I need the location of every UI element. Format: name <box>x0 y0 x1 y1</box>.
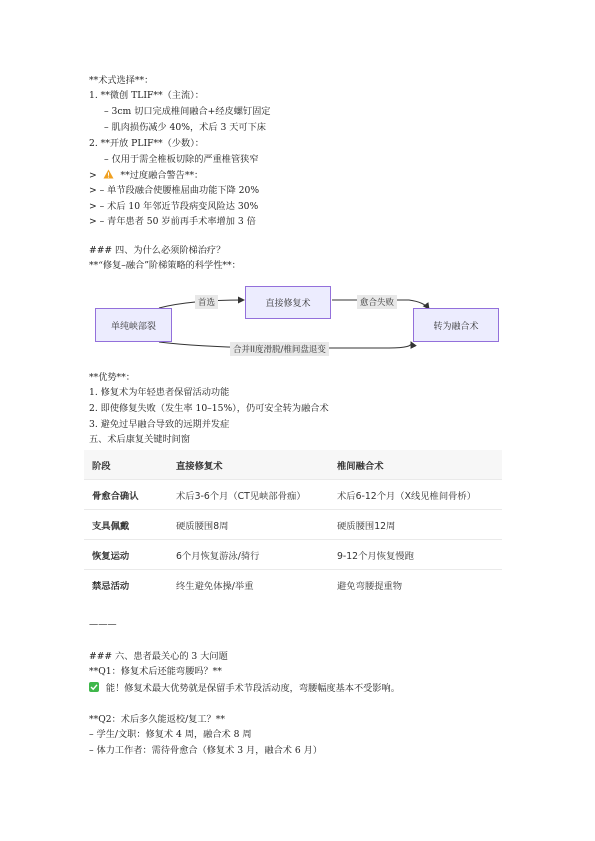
warning-item-3: > – 青年患者 50 岁前再手术率增加 3 倍 <box>89 216 256 227</box>
table-row <box>84 540 502 570</box>
table-row <box>84 510 502 540</box>
table-header-row <box>84 450 502 480</box>
treatment-flow-diagram <box>89 284 509 364</box>
node-repair: 直接修复术 <box>245 286 331 319</box>
advantage-1: 1. 修复术为年轻患者保留活动功能 <box>89 387 230 398</box>
advantage-2: 2. 即使修复失败（发生率 10–15%），仍可安全转为融合术 <box>89 403 329 414</box>
advantage-3: 3. 避免过早融合导致的远期并发症 <box>89 419 230 430</box>
edge-label-healing-failed: 愈合失败 <box>357 295 397 309</box>
table-cell: 术后6-12个月（X线见椎间骨桥） <box>329 480 502 510</box>
quote-marker: > <box>89 170 97 181</box>
check-box-icon <box>89 682 99 692</box>
warning-item-2: > – 术后 10 年邻近节段病变风险达 30% <box>89 201 259 212</box>
edge-label-slip-degeneration: 合并II度滑脱/椎间盘退变 <box>230 342 329 356</box>
option-2-plif: 2. **开放 PLIF**（少数）： <box>89 138 204 149</box>
table-cell: 术后3-6个月（CT见峡部骨痂） <box>168 480 329 510</box>
node-fusion: 转为融合术 <box>413 308 499 342</box>
answer-1: 能！修复术最大优势就是保留手术节段活动度，弯腰幅度基本不受影响。 <box>105 683 400 694</box>
edge-label-first-choice: 首选 <box>195 295 218 309</box>
table-cell: 终生避免体操/举重 <box>168 570 329 600</box>
table-cell: 禁忌活动 <box>84 570 168 600</box>
surgery-choice-heading: **术式选择**： <box>89 75 154 86</box>
question-1: **Q1：修复术后还能弯腰吗？** <box>89 666 222 677</box>
answer-2-item-2: – 体力工作者：需待骨愈合（修复术 3 月，融合术 6 月） <box>89 745 323 756</box>
table-row <box>84 480 502 510</box>
section-5-heading: 五、术后康复关键时间窗 <box>89 434 191 445</box>
plif-detail: – 仅用于需全椎板切除的严重椎管狭窄 <box>104 154 259 165</box>
table-cell: 9-12个月恢复慢跑 <box>329 540 502 570</box>
table-header-cell: 直接修复术 <box>168 450 329 480</box>
table-cell: 支具佩戴 <box>84 510 168 540</box>
rehab-timeline-table <box>84 450 502 599</box>
advantages-heading: **优势**： <box>89 372 135 383</box>
table-cell: 6个月恢复游泳/骑行 <box>168 540 329 570</box>
warning-triangle-icon <box>103 169 114 183</box>
table-row <box>84 570 502 600</box>
horizontal-rule: ——— <box>89 619 117 630</box>
answer-1-line <box>89 682 400 695</box>
table-cell: 恢复运动 <box>84 540 168 570</box>
answer-2-item-1: – 学生/文职：修复术 4 周，融合术 8 周 <box>89 729 252 740</box>
section-4-heading: ### 四、为什么必须阶梯治疗？ <box>89 245 226 256</box>
fusion-warning-line <box>89 169 203 183</box>
section-6-heading: ### 六、患者最关心的 3 大问题 <box>89 651 228 662</box>
fusion-warning-title: **过度融合警告**： <box>120 170 204 181</box>
table-cell: 骨愈合确认 <box>84 480 168 510</box>
tlif-detail-2: – 肌肉损伤减少 40%，术后 3 天可下床 <box>104 122 266 133</box>
table-header-cell: 椎间融合术 <box>329 450 502 480</box>
tlif-detail-1: – 3cm 切口完成椎间融合+经皮螺钉固定 <box>104 106 271 117</box>
option-1-tlif: 1. **微创 TLIF**（主流）： <box>89 90 204 101</box>
node-start: 单纯峡部裂 <box>95 308 172 342</box>
table-cell: 避免弯腰提重物 <box>329 570 502 600</box>
strategy-subheading: **“修复–融合”阶梯策略的科学性**： <box>89 260 241 271</box>
question-2: **Q2：术后多久能返校/复工？** <box>89 714 225 725</box>
table-cell: 硬质腰围8周 <box>168 510 329 540</box>
table-header-cell: 阶段 <box>84 450 168 480</box>
warning-item-1: > – 单节段融合使腰椎屈曲功能下降 20% <box>89 185 260 196</box>
table-cell: 硬质腰围12周 <box>329 510 502 540</box>
